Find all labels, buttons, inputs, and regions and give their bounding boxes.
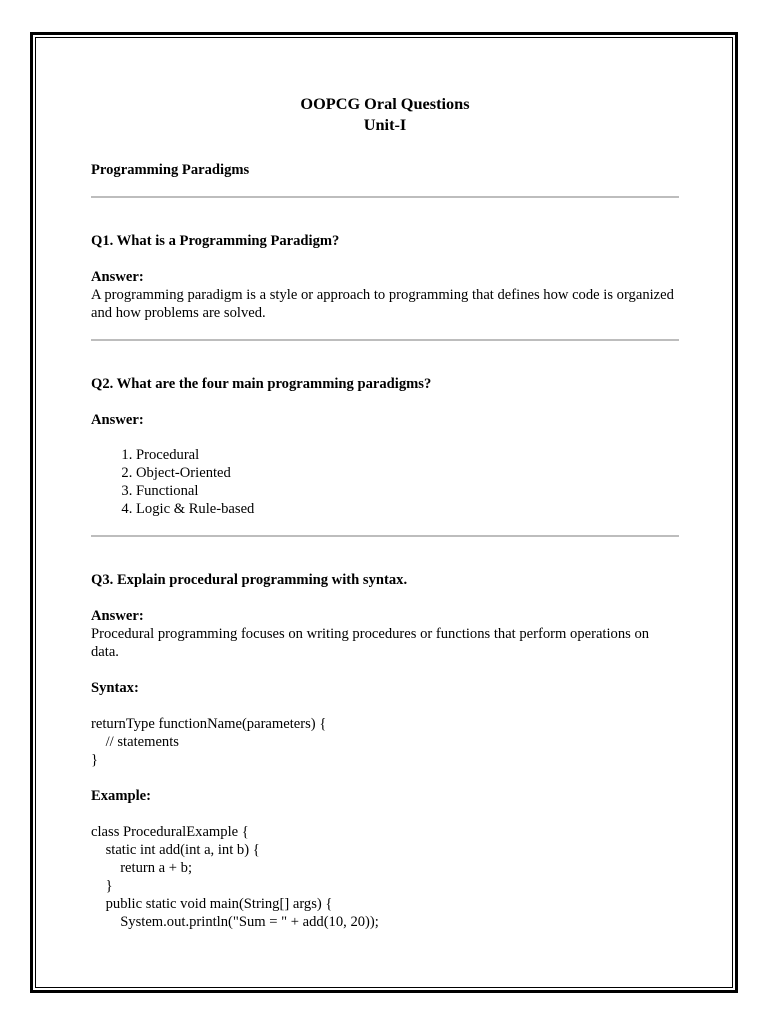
syntax-label: Syntax: (91, 680, 139, 696)
section-title: Programming Paradigms (91, 162, 250, 178)
example-label: Example: (91, 788, 151, 804)
document-title-line1: OOPCG Oral Questions (300, 94, 470, 113)
divider (91, 535, 679, 537)
answer-3-label: Answer: (91, 608, 144, 624)
document-content (91, 93, 679, 931)
answer-2-label: Answer: (91, 412, 144, 428)
list-item: 2. Object-Oriented (136, 464, 679, 482)
example-code-block: class ProceduralExample { static int add(int a, int b) { return a + b; } public static void main(String[] args) { System.out.println("Sum = " + add(10, 20)); (91, 824, 379, 930)
answer-1-label: Answer: (91, 269, 144, 285)
list-item: 3. Functional (136, 482, 679, 500)
question-3: Q3. Explain procedural programming with syntax. (91, 572, 408, 588)
list-item: 1. Procedural (136, 446, 679, 464)
divider (91, 339, 679, 341)
divider (91, 196, 679, 198)
question-2: Q2. What are the four main programming paradigms? (91, 376, 432, 392)
answer-3-text: Procedural programming focuses on writing procedures or functions that perform operations on data. (91, 626, 650, 660)
syntax-code-block: returnType functionName(parameters) { // statements } (91, 716, 327, 768)
list-item: 4. Logic & Rule-based (136, 500, 679, 518)
document-title-line2: Unit-I (363, 115, 407, 134)
answer-1-text: A programming paradigm is a style or approach to programming that defines how code is organized and how problems are solved. (91, 287, 674, 321)
document-title (91, 93, 679, 135)
paradigm-list (91, 446, 679, 518)
question-1: Q1. What is a Programming Paradigm? (91, 233, 340, 249)
